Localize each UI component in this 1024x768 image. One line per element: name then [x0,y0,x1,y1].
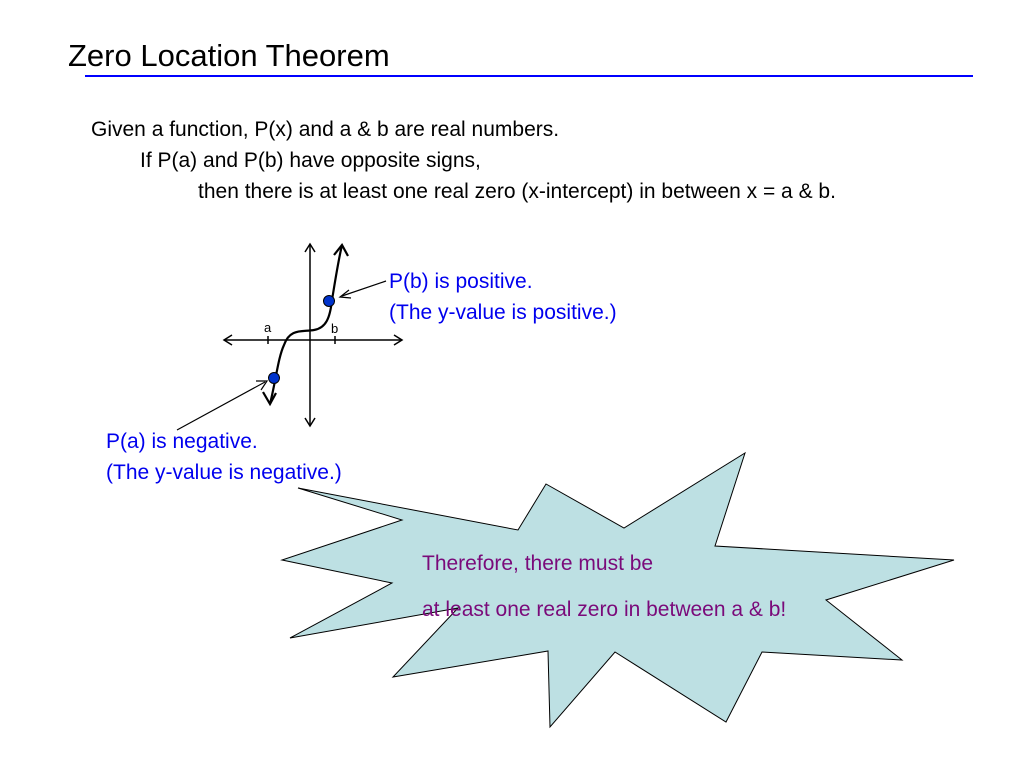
theorem-line-1: Given a function, P(x) and a & b are real numbers. [91,118,560,141]
callout-b-line-2: (The y-value is positive.) [389,301,617,324]
pointer-line-a [177,382,265,430]
point-a [269,373,280,384]
theorem-line-2: If P(a) and P(b) have opposite signs, [140,149,481,172]
curve-bottom-arrowhead [263,392,276,404]
label-b: b [331,321,339,336]
callout-a-line-1: P(a) is negative. [106,430,258,453]
point-b [324,296,335,307]
theorem-line-3: then there is at least one real zero (x-intercept) in between x = a & b. [198,180,836,203]
label-a: a [264,320,272,335]
callout-a-line-2: (The y-value is negative.) [106,461,342,484]
conclusion-line-2: at least one real zero in between a & b! [422,598,787,621]
slide-title: Zero Location Theorem [68,38,390,73]
callout-b-line-1: P(b) is positive. [389,270,533,293]
conclusion-line-1: Therefore, there must be [422,552,654,575]
pointer-line-b [342,281,386,296]
